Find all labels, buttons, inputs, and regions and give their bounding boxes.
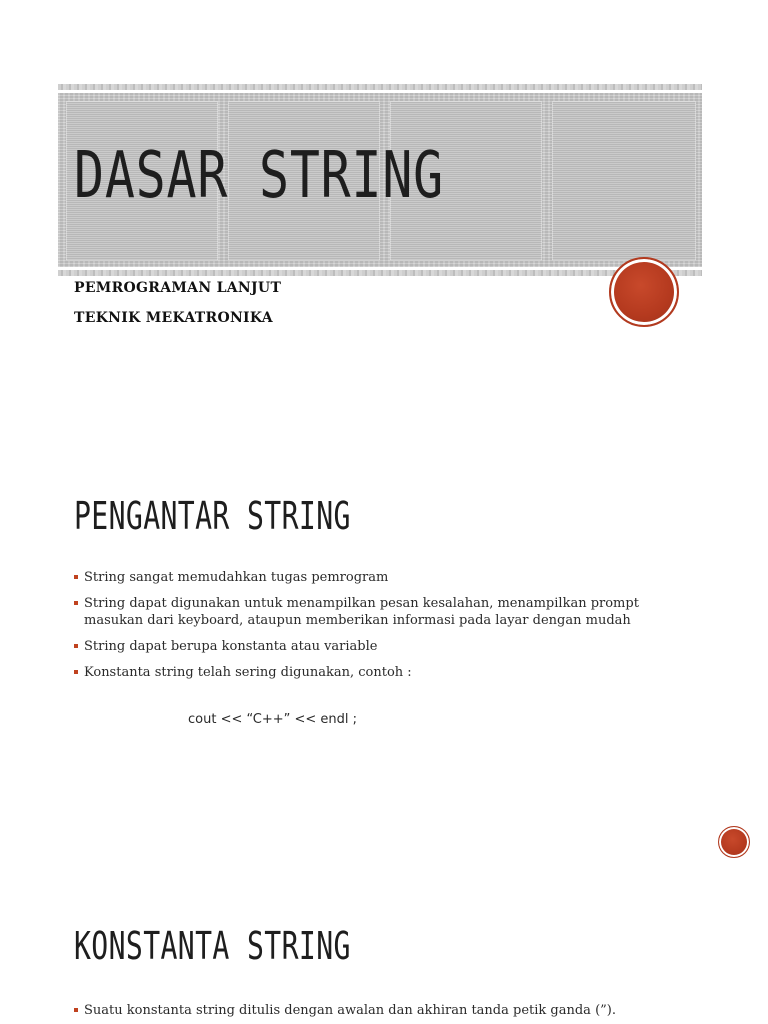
list-item — [74, 638, 674, 655]
bullet-list-konstanta — [74, 1002, 674, 1024]
bullet-text: Suatu konstanta string ditulis dengan awalan dan akhiran tanda petik ganda (”). — [84, 1003, 616, 1018]
bullet-text: String dapat digunakan untuk menampilkan pesan kesalahan, menampilkan prompt masukan dari keyboard, ataupun memberikan informasi pada layar dengan mudah — [84, 596, 639, 628]
title-slide — [0, 0, 768, 400]
code-example: cout << “C++” << endl ; — [188, 712, 358, 727]
bullet-text: Konstanta string telah sering digunakan, contoh : — [84, 665, 412, 680]
red-circle-decoration-small — [718, 826, 750, 858]
subtitle-course: PEMROGRAMAN LANJUT — [74, 280, 282, 296]
list-item — [74, 1002, 674, 1019]
bullet-square-icon — [74, 575, 78, 579]
title-band-bottom-border — [58, 270, 702, 276]
bullet-square-icon — [74, 1008, 78, 1012]
bullet-text: String sangat memudahkan tugas pemrogram — [84, 570, 389, 585]
slide-title: DASAR STRING — [74, 139, 445, 213]
bullet-list-pengantar — [74, 569, 674, 690]
title-band-panel — [552, 101, 696, 261]
list-item — [74, 664, 674, 681]
subtitle-department: TEKNIK MEKATRONIKA — [74, 310, 273, 326]
red-circle-decoration — [609, 257, 679, 327]
bullet-square-icon — [74, 601, 78, 605]
bullet-square-icon — [74, 670, 78, 674]
bullet-text: String dapat berupa konstanta atau variable — [84, 639, 378, 654]
section-heading-konstanta: KONSTANTA STRING — [74, 924, 351, 968]
list-item — [74, 569, 674, 586]
title-band-top-border — [58, 84, 702, 90]
section-heading-pengantar: PENGANTAR STRING — [74, 494, 351, 538]
bullet-square-icon — [74, 644, 78, 648]
list-item — [74, 595, 674, 629]
